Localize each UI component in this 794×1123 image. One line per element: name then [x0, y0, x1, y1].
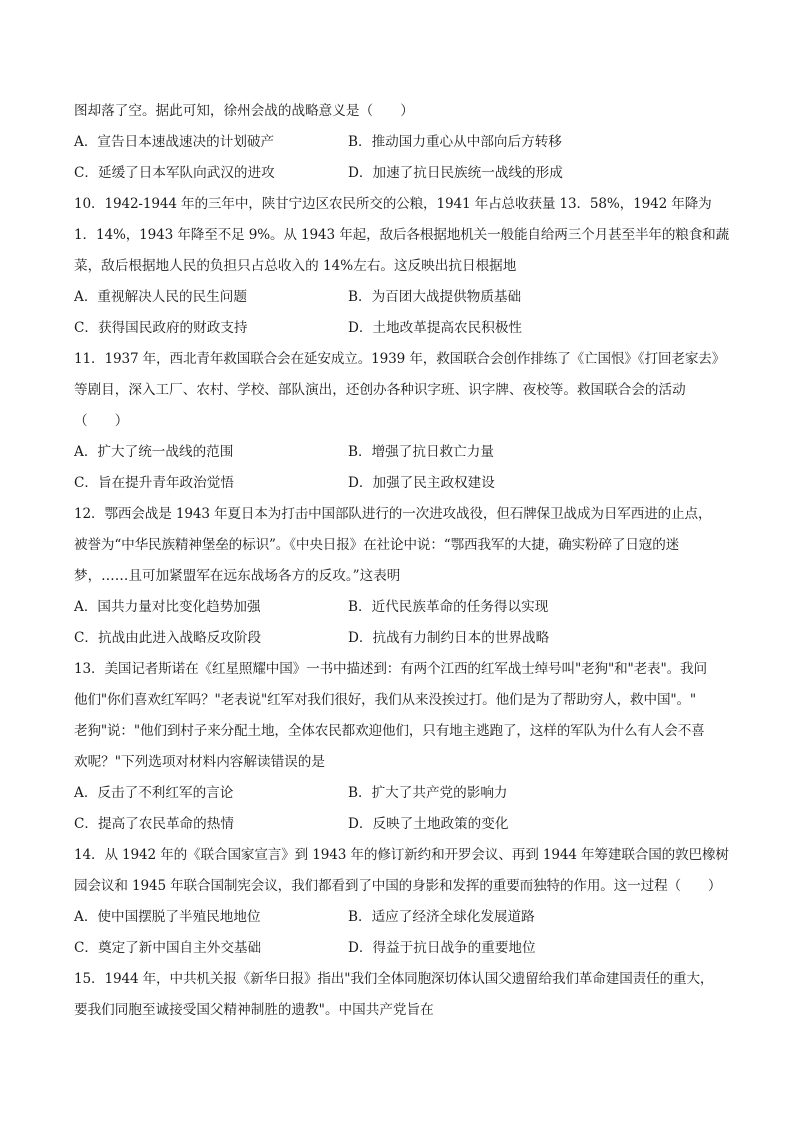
q14-option-c: C．奠定了新中国自主外交基础: [74, 940, 262, 956]
question-10-stem-line-3: 菜，敌后根据地人民的负担只占总收入的 14%左右。这反映出抗日根据地: [74, 258, 517, 274]
question-11-stem-line-2: 等剧目，深入工厂、农村、学校、部队演出，还创办各种识字班、识字牌、夜校等。救国联合会的活动: [74, 382, 686, 398]
q13-option-b: B．扩大了共产党的影响力: [348, 785, 508, 801]
q10-option-a: A．重视解决人民的民生问题: [74, 289, 247, 305]
q9-option-d: D．加速了抗日民族统一战线的形成: [348, 165, 563, 181]
question-10-stem-line-1: 10．1942-1944 年的三年中，陕甘宁边区农民所交的公粮，1941 年占总收获量 13．58%，1942 年降为: [74, 196, 712, 212]
q13-option-a: A．反击了不利红军的言论: [74, 785, 234, 801]
question-12-stem-line-3: 梦，……且可加紧盟军在远东战场各方的反攻。”这表明: [74, 568, 401, 584]
question-13-stem-line-3: 老狗"说："他们到村子来分配土地，全体农民都欢迎他们，只有地主逃跑了，这样的军队为什么有人会不喜: [74, 723, 705, 739]
q12-option-d: D．抗战有力制约日本的世界战略: [348, 630, 550, 646]
q14-option-d: D．得益于抗日战争的重要地位: [348, 940, 536, 956]
question-14-stem-line-1: 14．从 1942 年的《联合国家宣言》到 1943 年的修订新约和开罗会议、再到 1944 年筹建联合国的敦巴橡树: [74, 847, 729, 863]
q13-option-c: C．提高了农民革命的热情: [74, 816, 234, 832]
q9-option-b: B．推动国力重心从中部向后方转移: [348, 134, 562, 150]
q13-option-d: D．反映了土地政策的变化: [348, 816, 509, 832]
q11-option-d: D．加强了民主政权建设: [348, 475, 495, 491]
question-12-stem-line-1: 12．鄂西会战是 1943 年夏日本为打击中国部队进行的一次进攻战役，但石牌保卫战成为日军西进的止点，: [74, 506, 712, 522]
question-10-stem-line-2: 1．14%，1943 年降至不足 9%。从 1943 年起，敌后各根据地机关一般能自给两三个月甚至半年的粮食和蔬: [74, 227, 730, 243]
question-9-stem-end: 图却落了空。据此可知，徐州会战的战略意义是（ ）: [74, 103, 414, 119]
question-14-stem-line-2: 园会议和 1945 年联合国制宪会议，我们都看到了中国的身影和发挥的重要而独特的作用。这一过程（ ）: [74, 878, 722, 894]
question-13-stem-line-1: 13．美国记者斯诺在《红星照耀中国》一书中描述到：有两个江西的红军战士绰号叫"老狗"和"老表"。我问: [74, 661, 707, 677]
q11-option-c: C．旨在提升青年政治觉悟: [74, 475, 234, 491]
question-12-stem-line-2: 被誉为“中华民族精神堡垒的标识”。《中央日报》在社论中说：“鄂西我军的大捷，确实粉碎了日寇的迷: [74, 537, 680, 553]
q12-option-c: C．抗战由此进入战略反攻阶段: [74, 630, 262, 646]
q12-option-b: B．近代民族革命的任务得以实现: [348, 599, 549, 615]
q14-option-b: B．适应了经济全球化发展道路: [348, 909, 535, 925]
q12-option-a: A．国共力量对比变化趋势加强: [74, 599, 261, 615]
question-15-stem-line-1: 15．1944 年，中共机关报《新华日报》指出"我们全体同胞深切体认国父遗留给我们革命建国责任的重大，: [74, 971, 714, 987]
q10-option-d: D．土地改革提高农民积极性: [348, 320, 523, 336]
question-15-stem-line-2: 要我们同胞至诚接受国父精神制胜的遗教"。中国共产党旨在: [74, 1002, 434, 1018]
question-11-stem-line-1: 11．1937 年，西北青年救国联合会在延安成立。1939 年，救国联合会创作排练了《亡国恨》《打回老家去》: [74, 351, 726, 367]
q11-option-a: A．扩大了统一战线的范围: [74, 444, 234, 460]
q11-option-b: B．增强了抗日救亡力量: [348, 444, 494, 460]
q10-option-c: C．获得国民政府的财政支持: [74, 320, 248, 336]
question-11-stem-line-3: （ ）: [74, 413, 129, 429]
q10-option-b: B．为百团大战提供物质基础: [348, 289, 522, 305]
q9-option-c: C．延缓了日本军队向武汉的进攻: [74, 165, 275, 181]
q9-option-a: A．宣告日本速战速决的计划破产: [74, 134, 275, 150]
question-13-stem-line-4: 欢呢？"下列选项对材料内容解读错误的是: [74, 754, 325, 770]
q14-option-a: A．使中国摆脱了半殖民地地位: [74, 909, 261, 925]
question-13-stem-line-2: 他们"你们喜欢红军吗？"老表说"红军对我们很好，我们从来没挨过打。他们是为了帮助穷人，救中国"。": [74, 692, 697, 708]
